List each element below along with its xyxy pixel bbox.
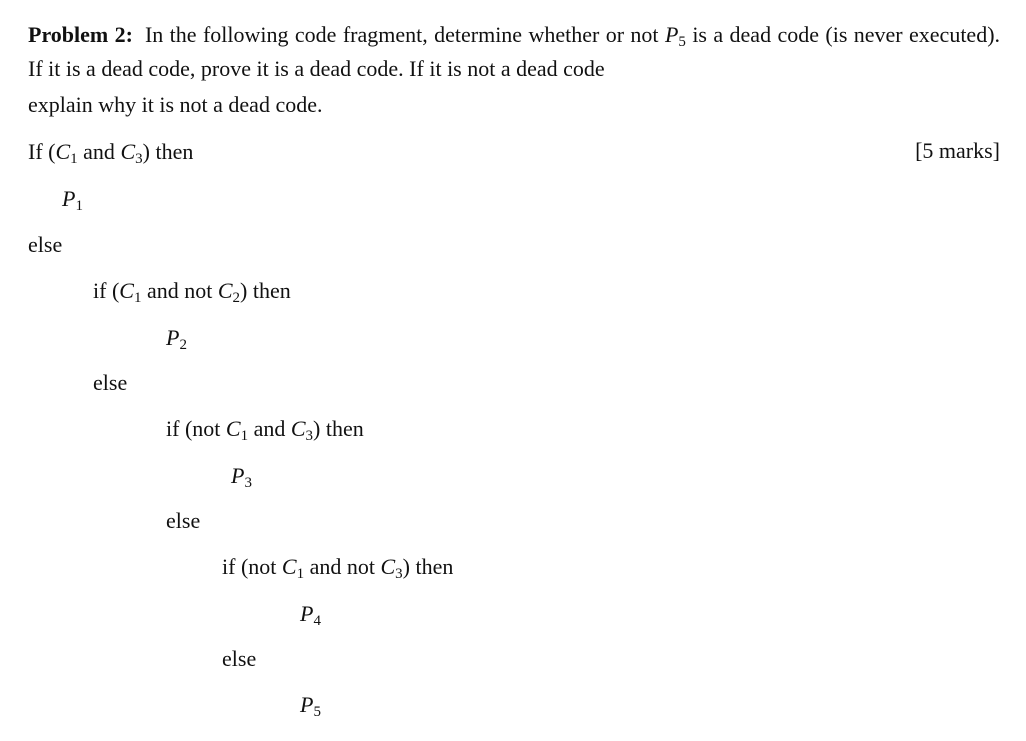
code-p5: $P_5$ [300,692,321,720]
code-p4: $P_4$ [300,601,321,629]
p5-inline-variable: $P_5$ [664,22,686,50]
problem-statement [28,18,1000,86]
code-else-3: else [166,508,201,533]
code-else-1: else [28,232,63,257]
marks-label: [5 marks] [915,138,1000,163]
code-if-c1-and-not-c2: if ($C_1$ and not $C_2$) then [93,278,291,306]
code-if-not-c1-and-c3: if (not $C_1$ and $C_3$) then [166,416,364,444]
problem-text-2: is a dead code [692,22,819,47]
problem-text-3: (is never executed). If it is a dead code, prove it is a dead code. If it is not a dead code [28,22,1001,81]
problem-title: Problem 2: [28,22,133,47]
code-p2: $P_2$ [166,325,187,353]
code-if-not-c1-and-not-c3: if (not $C_1$ and not $C_3$) then [222,554,454,582]
problem-text-1: In the following code fragment, determine whether or not [144,22,659,47]
problem-statement-end [28,90,1000,120]
code-p3: $P_3$ [231,463,252,491]
code-p1: $P_1$ [62,186,83,214]
code-else-2: else [93,370,128,395]
code-else-4: else [222,646,257,671]
code-if-c1-and-c3: If ($C_1$ and $C_3$) then [28,139,194,167]
problem-text-4: explain why it is not a dead code. [28,92,323,117]
